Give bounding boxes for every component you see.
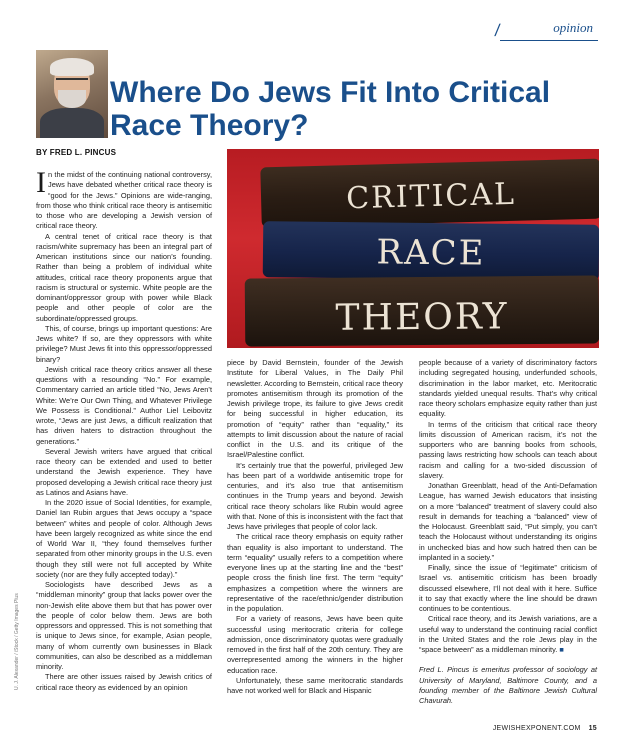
article-paragraph: In the 2020 issue of Social Identities, for example, Daniel Ian Rubin argues that Jews occupy a “space between” whites and people of color. Although Jews have been largely recognized as white since the end of World War II, “they found themselves further separated from other minority groups in the U.S. even though they still were not full accepted by White society (nor are they fully accepted today).” — [36, 498, 212, 579]
article-column-2 — [227, 358, 403, 696]
article-paragraph: Finally, since the issue of “legitimate” criticism of Israel vs. antisemitic criticism has been broadly discussed elsewhere, I’ll not deal with it here. Suffice it to say that exactly where the line should be drawn continues to be contentious. — [419, 563, 597, 613]
hero-image — [227, 149, 599, 348]
book-title: CRITICAL — [345, 176, 517, 217]
end-mark: ■ — [559, 645, 564, 654]
article-paragraph: people because of a variety of discriminatory factors including segregated housing, underfunded schools, discrimination in the labor market, etc. Meritocratic standards yielded unequal results. That’s why critical race theory scholars emphasize equity rather than just equality. — [419, 358, 597, 419]
page-number: 15 — [588, 725, 597, 732]
section-rule — [500, 40, 598, 41]
article-paragraph: piece by David Bernstein, founder of the Jewish Institute for Liberal Values, in The Daily Phil newsletter. According to Bernstein, critical race theory promotes antisemitism through its promotion of the Jewish privilege trope, its failure to give Jews credit for being successful in higher education, its promotion of “equity” rather than “equality,” its attempts to limit discussion about the nature of racial conflict in the U.S. and its critique of the Israel/Palestine conflict. — [227, 358, 403, 460]
headline: Where Do Jews Fit Into Critical Race Theory? — [110, 76, 551, 142]
page-footer — [493, 725, 597, 732]
article-paragraph: This, of course, brings up important questions: Are Jews white? If so, are they oppressors with white privilege? Must Jews fit into this oppressor/oppressed binary? — [36, 323, 212, 364]
article-paragraph: For a variety of reasons, Jews have been quite successful using meritocratic criteria for college admission, once discriminatory quotas were gradually removed in the first half of the 20th century. They are overrepresented among the winners in the higher education race. — [227, 614, 403, 675]
article-paragraph: In the midst of the continuing national controversy, Jews have debated whether critical race theory is “good for the Jews.” Opinions are wide-ranging, from those who think critical race theory is antisemitic to those who are developing a Jewish version of critical race theory. — [36, 166, 212, 231]
article-paragraph: Sociologists have described Jews as a “middleman minority” group that lacks power over the non-Jewish elite above them but that has power over the people of color below them. Jews are both oppressors and oppressed. This is not something that is unique to Jews since, for example, Asian people, many of whom currently own businesses in Black communities, can also be described as a middleman minority. — [36, 580, 212, 671]
section-slash: / — [493, 21, 502, 40]
book-theory — [245, 275, 599, 346]
article-paragraph: The critical race theory emphasis on equity rather than equality is also important to understand. The term “equality” usually refers to a competition where everyone lines up at the starting line and the “best” people cross the finish line first. The term “equity” emphasizes a competition where the winners are representative of the race/ethnic/gender distribution in the population. — [227, 532, 403, 613]
article-paragraph: A central tenet of critical race theory is that racism/white supremacy has been an integral part of American institutions since our nation’s founding. Rather than being a problem of individual white attitudes, critical race theory proponents argue that racism is structural or systemic. White people are the dominant/oppressor group with power while Black people and other people of color are the subordinate/oppressed groups. — [36, 231, 212, 323]
photo-credit: U. J. Alexander / iStock / Getty Images Plus — [14, 593, 20, 690]
dropcap: I — [36, 166, 46, 199]
book-title: RACE — [376, 232, 486, 274]
book-title: THEORY — [335, 296, 509, 339]
article-paragraph: It’s certainly true that the powerful, privileged Jew has been part of a worldwide antisemitic trope for centuries, and it’s also true that antisemitism continues in the Trump years and beyond. Jewish critical race theory scholars like Rubin would agree with that. None of this is inconsistent with the fact that Jews have privileges that people of color lack. — [227, 460, 403, 531]
section-label: opinion — [553, 20, 593, 35]
book-critical — [260, 159, 599, 228]
author-bio: Fred L. Pincus is emeritus professor of sociology at University of Maryland, Baltimore County, and a founding member of the Baltimore Jewish Cultural Chavurah. — [419, 665, 597, 705]
article-paragraph: There are other issues raised by Jewish critics of critical race theory as evidenced by an opinion — [36, 672, 212, 692]
byline: BY FRED L. PINCUS — [36, 148, 117, 157]
article-column-3 — [419, 358, 597, 706]
article-column-1 — [36, 166, 212, 693]
author-photo — [36, 50, 108, 138]
article-paragraph: Several Jewish writers have argued that critical race theory can be extended and used to better understand the Jewish experience. They have proposed developing a Jewish critical race theory just as Latinos and Asians have. — [36, 446, 212, 497]
book-race — [263, 221, 599, 281]
article-paragraph: Critical race theory, and its Jewish variations, are a useful way to understand the continuing racial conflict in the United States and the role Jews play in the “space between” as a middleman minority. ■ — [419, 614, 597, 654]
article-paragraph: Jewish critical race theory critics answer all these questions with a resounding “No.” For example, Commentary carried an article titled “No, Jews Aren’t White: We’re Our Own Thing, and Whatever Privilege We Possess is Conditional.” Author Liel Leibovitz wrote, “Jews are just Jews, a difficult realization that has driven haters to distraction throughout the generations.” — [36, 364, 212, 446]
article-paragraph: Unfortunately, these same meritocratic standards have not worked well for Black and Hispanic — [227, 675, 403, 695]
article-paragraph: Jonathan Greenblatt, head of the Anti-Defamation League, has warned Jewish educators that insisting on a more “balanced” treatment of slavery could also result in demands for teaching a “balanced” view of the Holocaust. Greenblatt said, “Put simply, you can’t teach the Holocaust without understanding its origins in unchecked bias and how such hatred then can be implanted in a society.” — [419, 481, 597, 562]
article-paragraph: In terms of the criticism that critical race theory limits discussion of American racism, it’s not the supporters who are banning books from schools, passing laws restricting how schools can teach about racism and calling for a two-sided discussion of slavery. — [419, 419, 597, 480]
footer-site: JEWISHEXPONENT.COM — [492, 725, 581, 732]
